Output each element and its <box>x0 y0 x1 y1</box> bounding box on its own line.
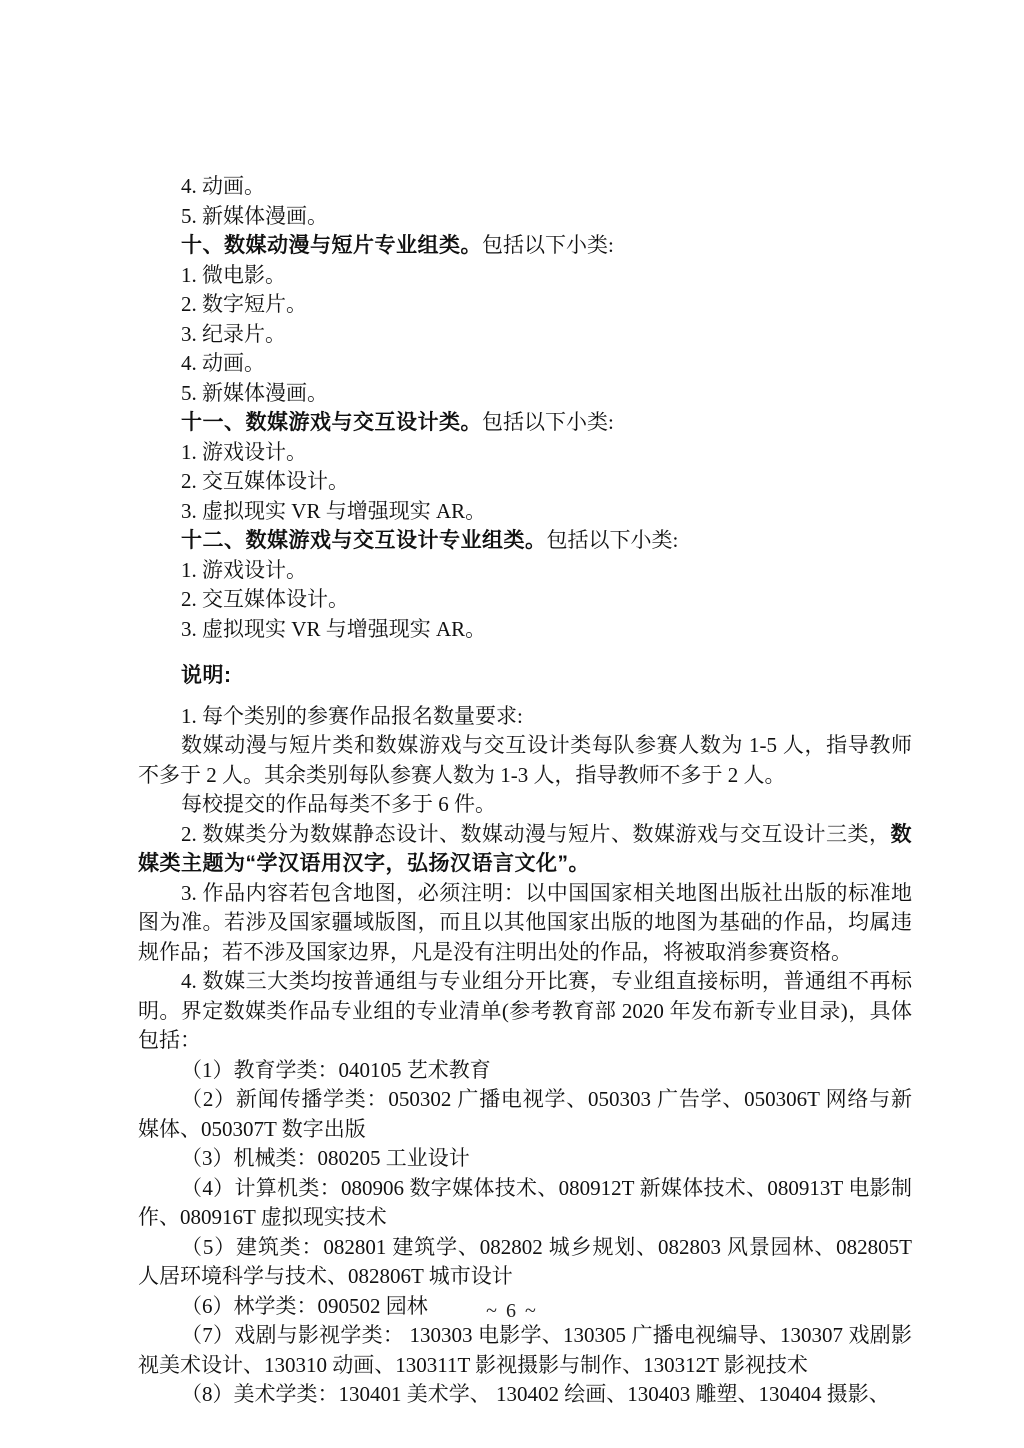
list-item: 5. 新媒体漫画。 <box>181 380 329 405</box>
paragraph-run: （6）林学类：090502 园林 <box>181 1293 428 1318</box>
paragraph <box>138 1380 912 1410</box>
section-heading-rest: 包括以下小类: <box>482 233 614 257</box>
section-heading-bold: 十、数媒动漫与短片专业组类。 <box>181 234 483 257</box>
document-body <box>138 172 912 1410</box>
paragraph-run: 2. 数媒类分为数媒静态设计、数媒动漫与短片、数媒游戏与交互设计三类， <box>181 821 891 846</box>
section-heading <box>138 231 912 261</box>
list-item: 3. 纪录片。 <box>181 321 287 346</box>
paragraph-run: （4）计算机类：080906 数字媒体技术、080912T 新媒体技术、080913T 电影制作、080916T 虚拟现实技术 <box>138 1175 912 1229</box>
paragraph <box>138 1233 912 1292</box>
list-item: 1. 游戏设计。 <box>181 557 308 582</box>
paragraph-run: 每校提交的作品每类不多于 6 件。 <box>181 792 497 816</box>
paragraph <box>138 820 912 879</box>
paragraph-run: （8）美术学类：130401 美术学、 130402 绘画、130403 雕塑、130404 摄影、 <box>181 1382 890 1406</box>
paragraph <box>138 790 912 820</box>
section-heading <box>138 526 912 556</box>
paragraph-run: 3. 作品内容若包含地图，必须注明：以中国国家相关地图出版社出版的标准地图为准。若涉及国家疆域版图，而且以其他国家出版的地图为基础的作品，均属违规作品；若不涉及国家边界，凡是没有注明出处的作品，将被取消参赛资格。 <box>138 880 912 964</box>
paragraph-run: 1. 每个类别的参赛作品报名数量要求: <box>181 703 523 728</box>
list-item: 1. 游戏设计。 <box>181 439 308 464</box>
paragraph <box>138 702 912 732</box>
paragraph <box>138 731 912 790</box>
section-heading-rest: 包括以下小类: <box>482 410 614 434</box>
paragraph <box>138 967 912 1056</box>
list-item: 3. 虚拟现实 VR 与增强现实 AR。 <box>181 616 487 641</box>
paragraph <box>138 1056 912 1086</box>
section-heading-bold: 十一、数媒游戏与交互设计类。 <box>181 411 483 434</box>
paragraph-bold-run: 数媒类主题为“学汉语用汉字，弘扬汉语言文化”。 <box>138 822 912 875</box>
list-item: 4. 动画。 <box>181 351 266 375</box>
page-number: ~ 6 ~ <box>486 1300 538 1322</box>
section-heading <box>138 408 912 438</box>
notes-heading: 说明: <box>181 664 232 687</box>
paragraph-run: 4. 数媒三大类均按普通组与专业组分开比赛，专业组直接标明，普通组不再标明。界定数媒类作品专业组的专业清单(参考教育部 2020 年发布新专业目录)，具体包括： <box>138 969 912 1052</box>
paragraph <box>138 1144 912 1174</box>
paragraph <box>138 1321 912 1380</box>
paragraph-run: （7）戏剧与影视学类： 130303 电影学、130305 广播电视编导、130307 戏剧影视美术设计、130310 动画、130311T 影视摄影与制作、130312T 影视技术 <box>138 1323 912 1377</box>
section-heading-rest: 包括以下小类: <box>546 528 679 552</box>
list-item: 1. 微电影。 <box>181 262 287 287</box>
paragraph <box>138 1174 912 1233</box>
list-item: 4. 动画。 <box>181 174 266 198</box>
paragraph-run: 数媒动漫与短片类和数媒游戏与交互设计类每队参赛人数为 1-5 人，指导教师不多于 2 人。其余类别每队参赛人数为 1-3 人，指导教师不多于 2 人。 <box>138 733 912 787</box>
paragraph-run: （3）机械类：080205 工业设计 <box>181 1146 470 1170</box>
paragraph <box>138 1085 912 1144</box>
paragraph-run: （1）教育学类：040105 艺术教育 <box>181 1057 491 1082</box>
paragraph <box>138 879 912 968</box>
section-heading-bold: 十二、数媒游戏与交互设计专业组类。 <box>181 529 547 552</box>
list-item: 2. 数字短片。 <box>181 292 308 316</box>
paragraph-run: （2）新闻传播学类：050302 广播电视学、050303 广告学、050306T 网络与新媒体、050307T 数字出版 <box>138 1087 912 1141</box>
paragraph-run: （5）建筑类：082801 建筑学、082802 城乡规划、082803 风景园林、082805T 人居环境科学与技术、082806T 城市设计 <box>138 1234 912 1288</box>
list-item: 5. 新媒体漫画。 <box>181 203 329 228</box>
list-item: 2. 交互媒体设计。 <box>181 587 350 611</box>
list-item: 2. 交互媒体设计。 <box>181 469 350 493</box>
list-item: 3. 虚拟现实 VR 与增强现实 AR。 <box>181 498 487 523</box>
